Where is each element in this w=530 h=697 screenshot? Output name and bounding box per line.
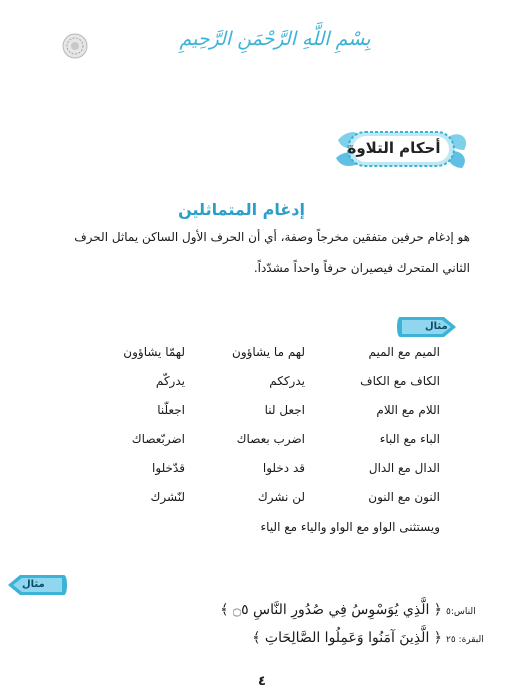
definition-line-1: هو إدغام حرفين متفقين مخرجاً وصفة، أي أن الحرف الأول الساكن يماثل الحرف <box>74 230 470 244</box>
example-row <box>0 490 530 514</box>
basmala-header: بِسْمِ اللَّهِ الرَّحْمَنِ الرَّحِيمِ <box>179 28 371 50</box>
merged-phrase: قدّخلوا <box>152 461 185 475</box>
example-row <box>0 461 530 485</box>
section-title: إدغام المتماثلين <box>178 200 305 219</box>
merged-phrase: لنّشرك <box>150 490 185 504</box>
example-row <box>0 374 530 398</box>
letter-pair-label: النون مع النون <box>368 490 440 504</box>
example-row <box>0 403 530 427</box>
example-phrase: اضرب بعصاك <box>236 432 305 446</box>
example-phrase: يدرككم <box>269 374 305 388</box>
letter-pair-label: اللام مع اللام <box>376 403 440 417</box>
definition-line-2: الثاني المتحرك فيصيران حرفاً واحداً مشدّداً. <box>253 261 470 275</box>
rosette-ornament-icon <box>62 33 88 59</box>
example-phrase: اجعل لنا <box>264 403 305 417</box>
letter-pair-label: الكاف مع الكاف <box>360 374 440 388</box>
quran-verse-2: ﴿ الَّذِينَ آمَنُوا وَعَمِلُوا الصَّالِحَاتِ ﴾ <box>252 630 442 646</box>
example-phrase: لهم ما يشاؤون <box>232 345 305 359</box>
example-phrase: لن نشرك <box>257 490 305 504</box>
letter-pair-label: الدال مع الدال <box>368 461 440 475</box>
exception-note: ويستثنى الواو مع الواو والياء مع الياء <box>260 520 440 534</box>
example-row <box>0 345 530 369</box>
merged-phrase: اضربّعصاك <box>131 432 185 446</box>
badge-label: أحكام التلاوة <box>347 139 441 157</box>
quran-verse-1: ﴿ الَّذِي يُوَسْوِسُ فِي صُدُورِ النَّاسِ ۝٥ ﴾ <box>220 602 442 618</box>
example-tag-1-label: مثال <box>425 321 448 332</box>
example-phrase: قد دخلوا <box>262 461 305 475</box>
letter-pair-label: الباء مع الباء <box>379 432 440 446</box>
merged-phrase: يدركّم <box>155 374 185 388</box>
merged-phrase: لهمّا يشاؤون <box>123 345 185 359</box>
merged-phrase: اجعلّنا <box>157 403 185 417</box>
letter-pair-label: الميم مع الميم <box>368 345 440 359</box>
page-number: ٤ <box>258 674 266 689</box>
example-row <box>0 432 530 456</box>
verse-reference-1: الناس:٥ <box>446 607 476 617</box>
verse-reference-2: البقرة: ٢٥ <box>446 635 484 645</box>
example-tag-2-label: مثال <box>22 579 45 590</box>
